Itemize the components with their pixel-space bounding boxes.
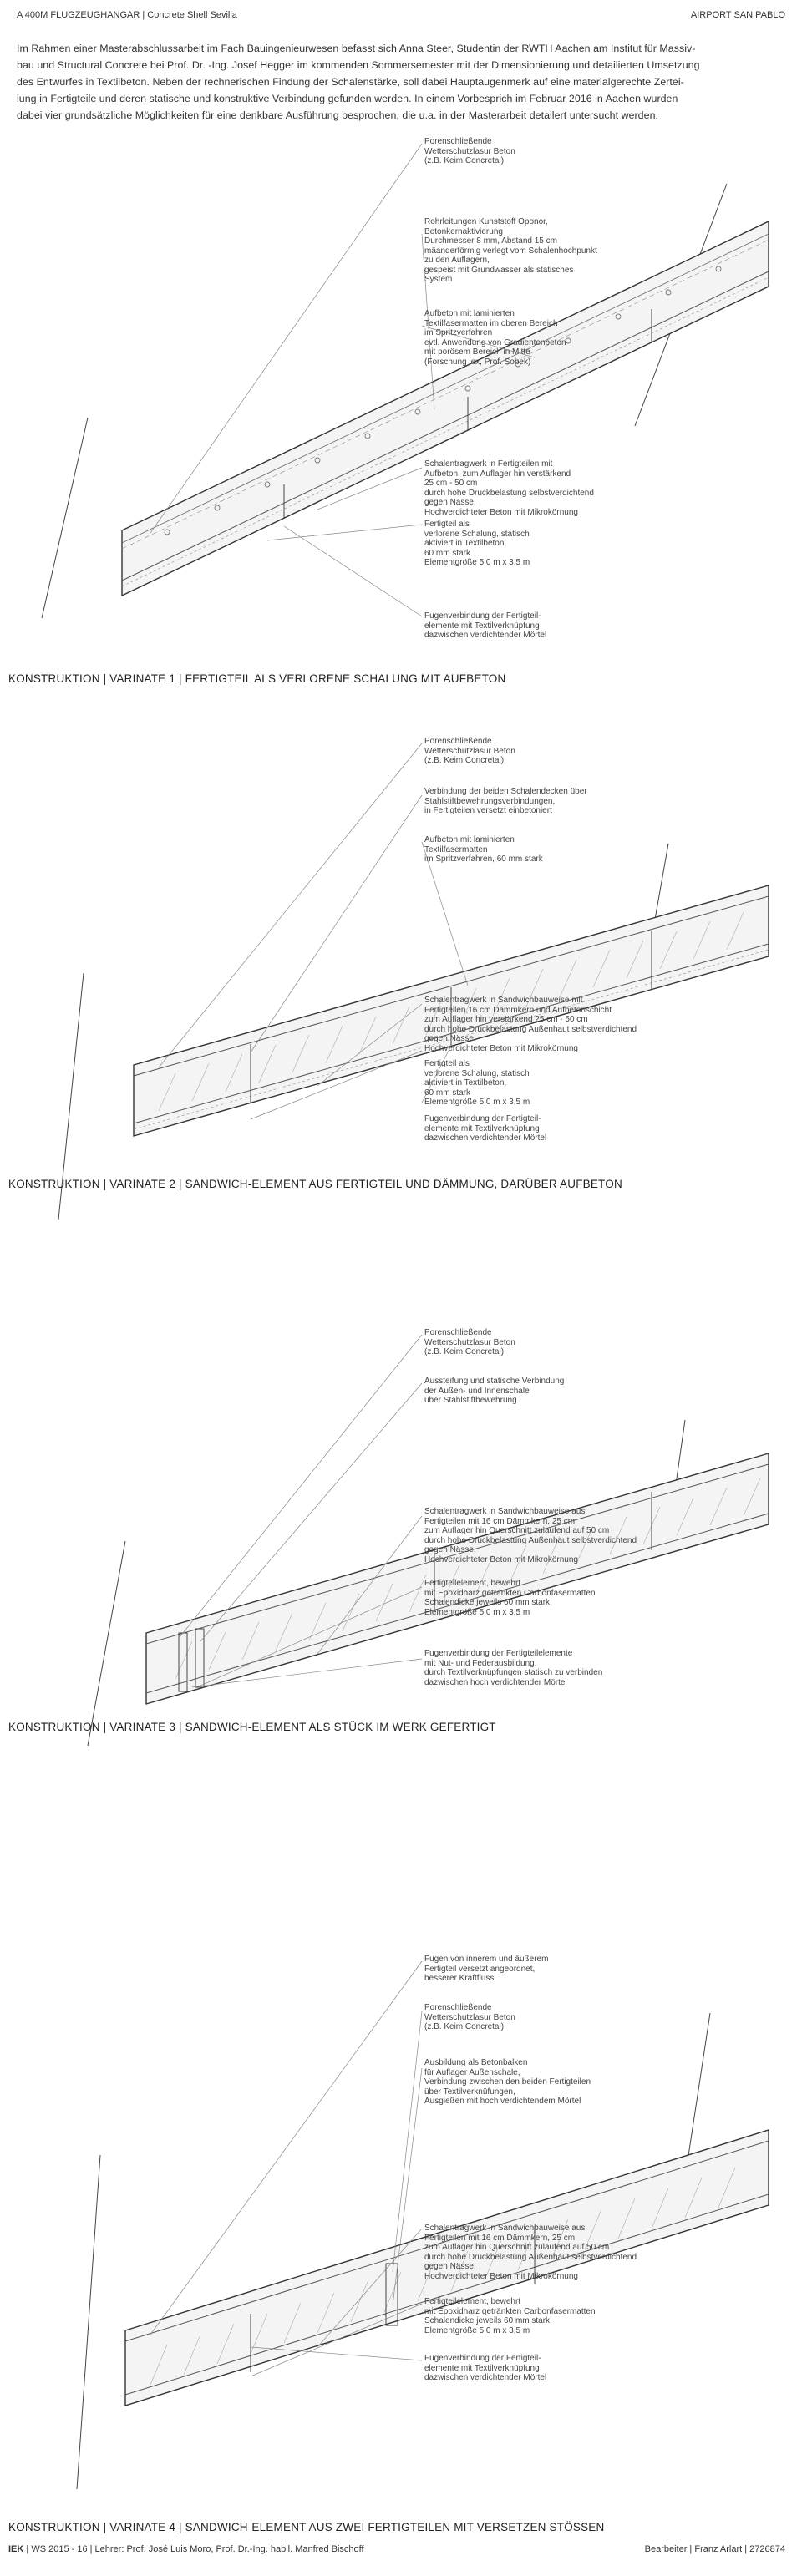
support-line [88, 1541, 125, 1746]
annotation-note: Fugenverbindung der Fertigteil- elemente mit Textilverknüpfung dazwischen verdichtender Mörtel [424, 611, 547, 640]
annotation-note: Fugenverbindung der Fertigteil- elemente mit Textilverknüpfung dazwischen verdichtender Mörtel [424, 1114, 547, 1143]
section-drawing-4 [0, 1955, 802, 2573]
intro-line: bau und Structural Concrete bei Prof. Dr. -Ing. Josef Hegger im kommenden Sommersemester mit der Dimensionierung und detailierten Umsetzung [17, 59, 700, 71]
section-variant-1 [0, 134, 802, 752]
section-title: KONSTRUKTION | VARINATE 4 | SANDWICH-ELEMENT AUS ZWEI FERTIGTEILEN MIT VERSETZEN STÖSSEN [8, 2521, 605, 2533]
annotation-note: Ausbildung als Betonbalken für Auflager Außenschale, Verbindung zwischen den beiden Fertigteilen über Textilverknüfungen, Ausgießen mit hoch verdichtendem Mörtel [424, 2058, 591, 2106]
intro-line: lung in Fertigteile und deren statische und konstruktive Verbindung gefunden werden. In einem Vorbesprich im Februar 2016 in Aachen wurden [17, 93, 678, 104]
annotation-column-2 [424, 735, 675, 1353]
annotation-note: Schalentragwerk in Sandwichbauweise aus Fertigteilen mit 16 cm Dämmkern, 25 cm zum Auflager hin Querschnitt zulaufend auf 50 cm durch hohe Druckbelastung Außenhaut selbstverdichtend gegen Nässe, Hochverdichteter Beton mit Mikrokörnung [424, 1507, 637, 1564]
support-line [42, 418, 88, 618]
section-title: KONSTRUKTION | VARINATE 2 | SANDWICH-ELEMENT AUS FERTIGTEIL UND DÄMMUNG, DARÜBER AUFBETON [8, 1178, 622, 1190]
annotation-note: Schalentragwerk in Fertigteilen mit Aufbeton, zum Auflager hin verstärkend 25 cm - 50 cm durch hohe Druckbelastung selbstverdichtend gegen Nässe, Hochverdichteter Beton mit Mikrokörnung [424, 459, 594, 517]
header-location: AIRPORT SAN PABLO [690, 10, 785, 20]
footer-course-text: | WS 2015 - 16 | Lehrer: Prof. José Luis Moro, Prof. Dr.-Ing. habil. Manfred Bischoff [26, 2544, 364, 2554]
support-line [77, 2155, 100, 2489]
annotation-note: Fertigteil als verlorene Schalung, statisch aktiviert in Textilbeton, 60 mm stark Elementgröße 5,0 m x 3,5 m [424, 1059, 530, 1107]
section-variant-3 [0, 1328, 802, 1946]
section-title: KONSTRUKTION | VARINATE 3 | SANDWICH-ELEMENT ALS STÜCK IM WERK GEFERTIGT [8, 1721, 496, 1733]
annotation-note: Fugen von innerem und äußerem Fertigteil versetzt angeordnet, besserer Kraftfluss [424, 1955, 549, 1983]
annotation-note: Fugenverbindung der Fertigteil- elemente mit Textilverknüpfung dazwischen verdichtender Mörtel [424, 2354, 547, 2382]
annotation-note: Verbindung der beiden Schalendecken über Stahlstiftbewehrungsverbindungen, in Fertigteilen versetzt einbetoniert [424, 787, 587, 815]
annotation-note: Aufbeton mit laminierten Textilfasermatten im oberen Bereich im Spritzverfahren evtl. Anwendung von Gradientenbeton mit porösem Bereich in Mitte (Forschung iex, Prof. Sobek) [424, 309, 566, 367]
annotation-note: Porenschließende Wetterschutzlasur Beton (z.B. Keim Concretal) [424, 737, 515, 765]
section-variant-2 [0, 735, 802, 1353]
section-drawing-3 [0, 1328, 802, 1946]
intro-line: dabei vier grundsätzliche Möglichkeiten für eine denkbare Ausführung besprochen, die u.a. in der Masterarbeit detailert untersucht werden. [17, 109, 658, 121]
section-variant-4 [0, 1955, 802, 2573]
footer-course-info [8, 2544, 364, 2554]
annotation-note: Fertigteilelement, bewehrt mit Epoxidharz getränkten Carbonfasermatten Schalendicke jeweils 60 mm stark Elementgröße 5,0 m x 3,5 m [424, 2297, 596, 2335]
header-project-title: A 400M FLUGZEUGHANGAR | Concrete Shell Sevilla [17, 10, 237, 20]
annotation-column-1 [424, 134, 675, 752]
annotation-note: Aussteifung und statische Verbindung der Außen- und Innenschale über Stahlstiftbewehrung [424, 1377, 565, 1405]
intro-paragraph [17, 40, 785, 124]
annotation-note: Porenschließende Wetterschutzlasur Beton (z.B. Keim Concretal) [424, 1328, 515, 1356]
institute-logo: IEK [8, 2544, 24, 2554]
annotation-note: Fertigteil als verlorene Schalung, statisch aktiviert in Textilbeton, 60 mm stark Elementgröße 5,0 m x 3,5 m [424, 520, 530, 567]
annotation-column-4 [424, 1955, 675, 2573]
section-title: KONSTRUKTION | VARINATE 1 | FERTIGTEIL ALS VERLORENE SCHALUNG MIT AUFBETON [8, 672, 506, 685]
section-drawing-2 [0, 735, 802, 1353]
annotation-note: Porenschließende Wetterschutzlasur Beton (z.B. Keim Concretal) [424, 2003, 515, 2031]
annotation-note: Schalentragwerk in Sandwichbauweise mit Fertigteilen,16 cm Dämmkern und Aufbetonschicht zum Auflager hin verstärkend 25 cm - 50 cm durch hohe Druckbelastung Außenhaut selbstverdichtend gegen Nässe, Hochverdichteter Beton mit Mikrokörnung [424, 996, 637, 1053]
intro-line: Im Rahmen einer Masterabschlussarbeit im Fach Bauingenieurwesen befasst sich Anna Steer, Studentin der RWTH Aachen am Institut für Massiv- [17, 43, 696, 54]
annotation-note: Fugenverbindung der Fertigteilelemente mit Nut- und Federausbildung, durch Textilverknüpfungen statisch zu verbinden dazwischen hoch verdichtender Mörtel [424, 1649, 603, 1687]
annotation-note: Fertigteilelement, bewehrt mit Epoxidharz getränkten Carbonfasermatten Schalendicke jeweils 60 mm stark Elementgröße 5,0 m x 3,5 m [424, 1579, 596, 1617]
annotation-note: Porenschließende Wetterschutzlasur Beton (z.B. Keim Concretal) [424, 137, 515, 165]
footer-author: Bearbeiter | Franz Arlart | 2726874 [644, 2544, 785, 2554]
section-drawing-1 [0, 134, 802, 752]
annotation-note: Schalentragwerk in Sandwichbauweise aus Fertigteilen mit 16 cm Dämmkern, 25 cm zum Auflager hin Querschnitt zulaufend auf 50 cm durch hohe Druckbelastung Außenhaut selbstverdichtend gegen Nässe, Hochverdichteter Beton mit Mikrokörnung [424, 2224, 637, 2281]
annotation-note: Aufbeton mit laminierten Textilfasermatten im Spritzverfahren, 60 mm stark [424, 835, 543, 864]
annotation-note: Rohrleitungen Kunststoff Oponor, Betonkernaktivierung Durchmesser 8 mm, Abstand 15 cm mäanderförmig verlegt vom Schalenhochpunkt zu den Auflagern, gespeist mit Grundwasser als statisches System [424, 217, 597, 284]
intro-line: des Entwurfes in Textilbeton. Neben der rechnerischen Findung der Schalenstärke, soll dabei Hauptaugenmerk auf eine materialgerechte Zertei- [17, 76, 684, 88]
annotation-column-3 [424, 1328, 675, 1946]
